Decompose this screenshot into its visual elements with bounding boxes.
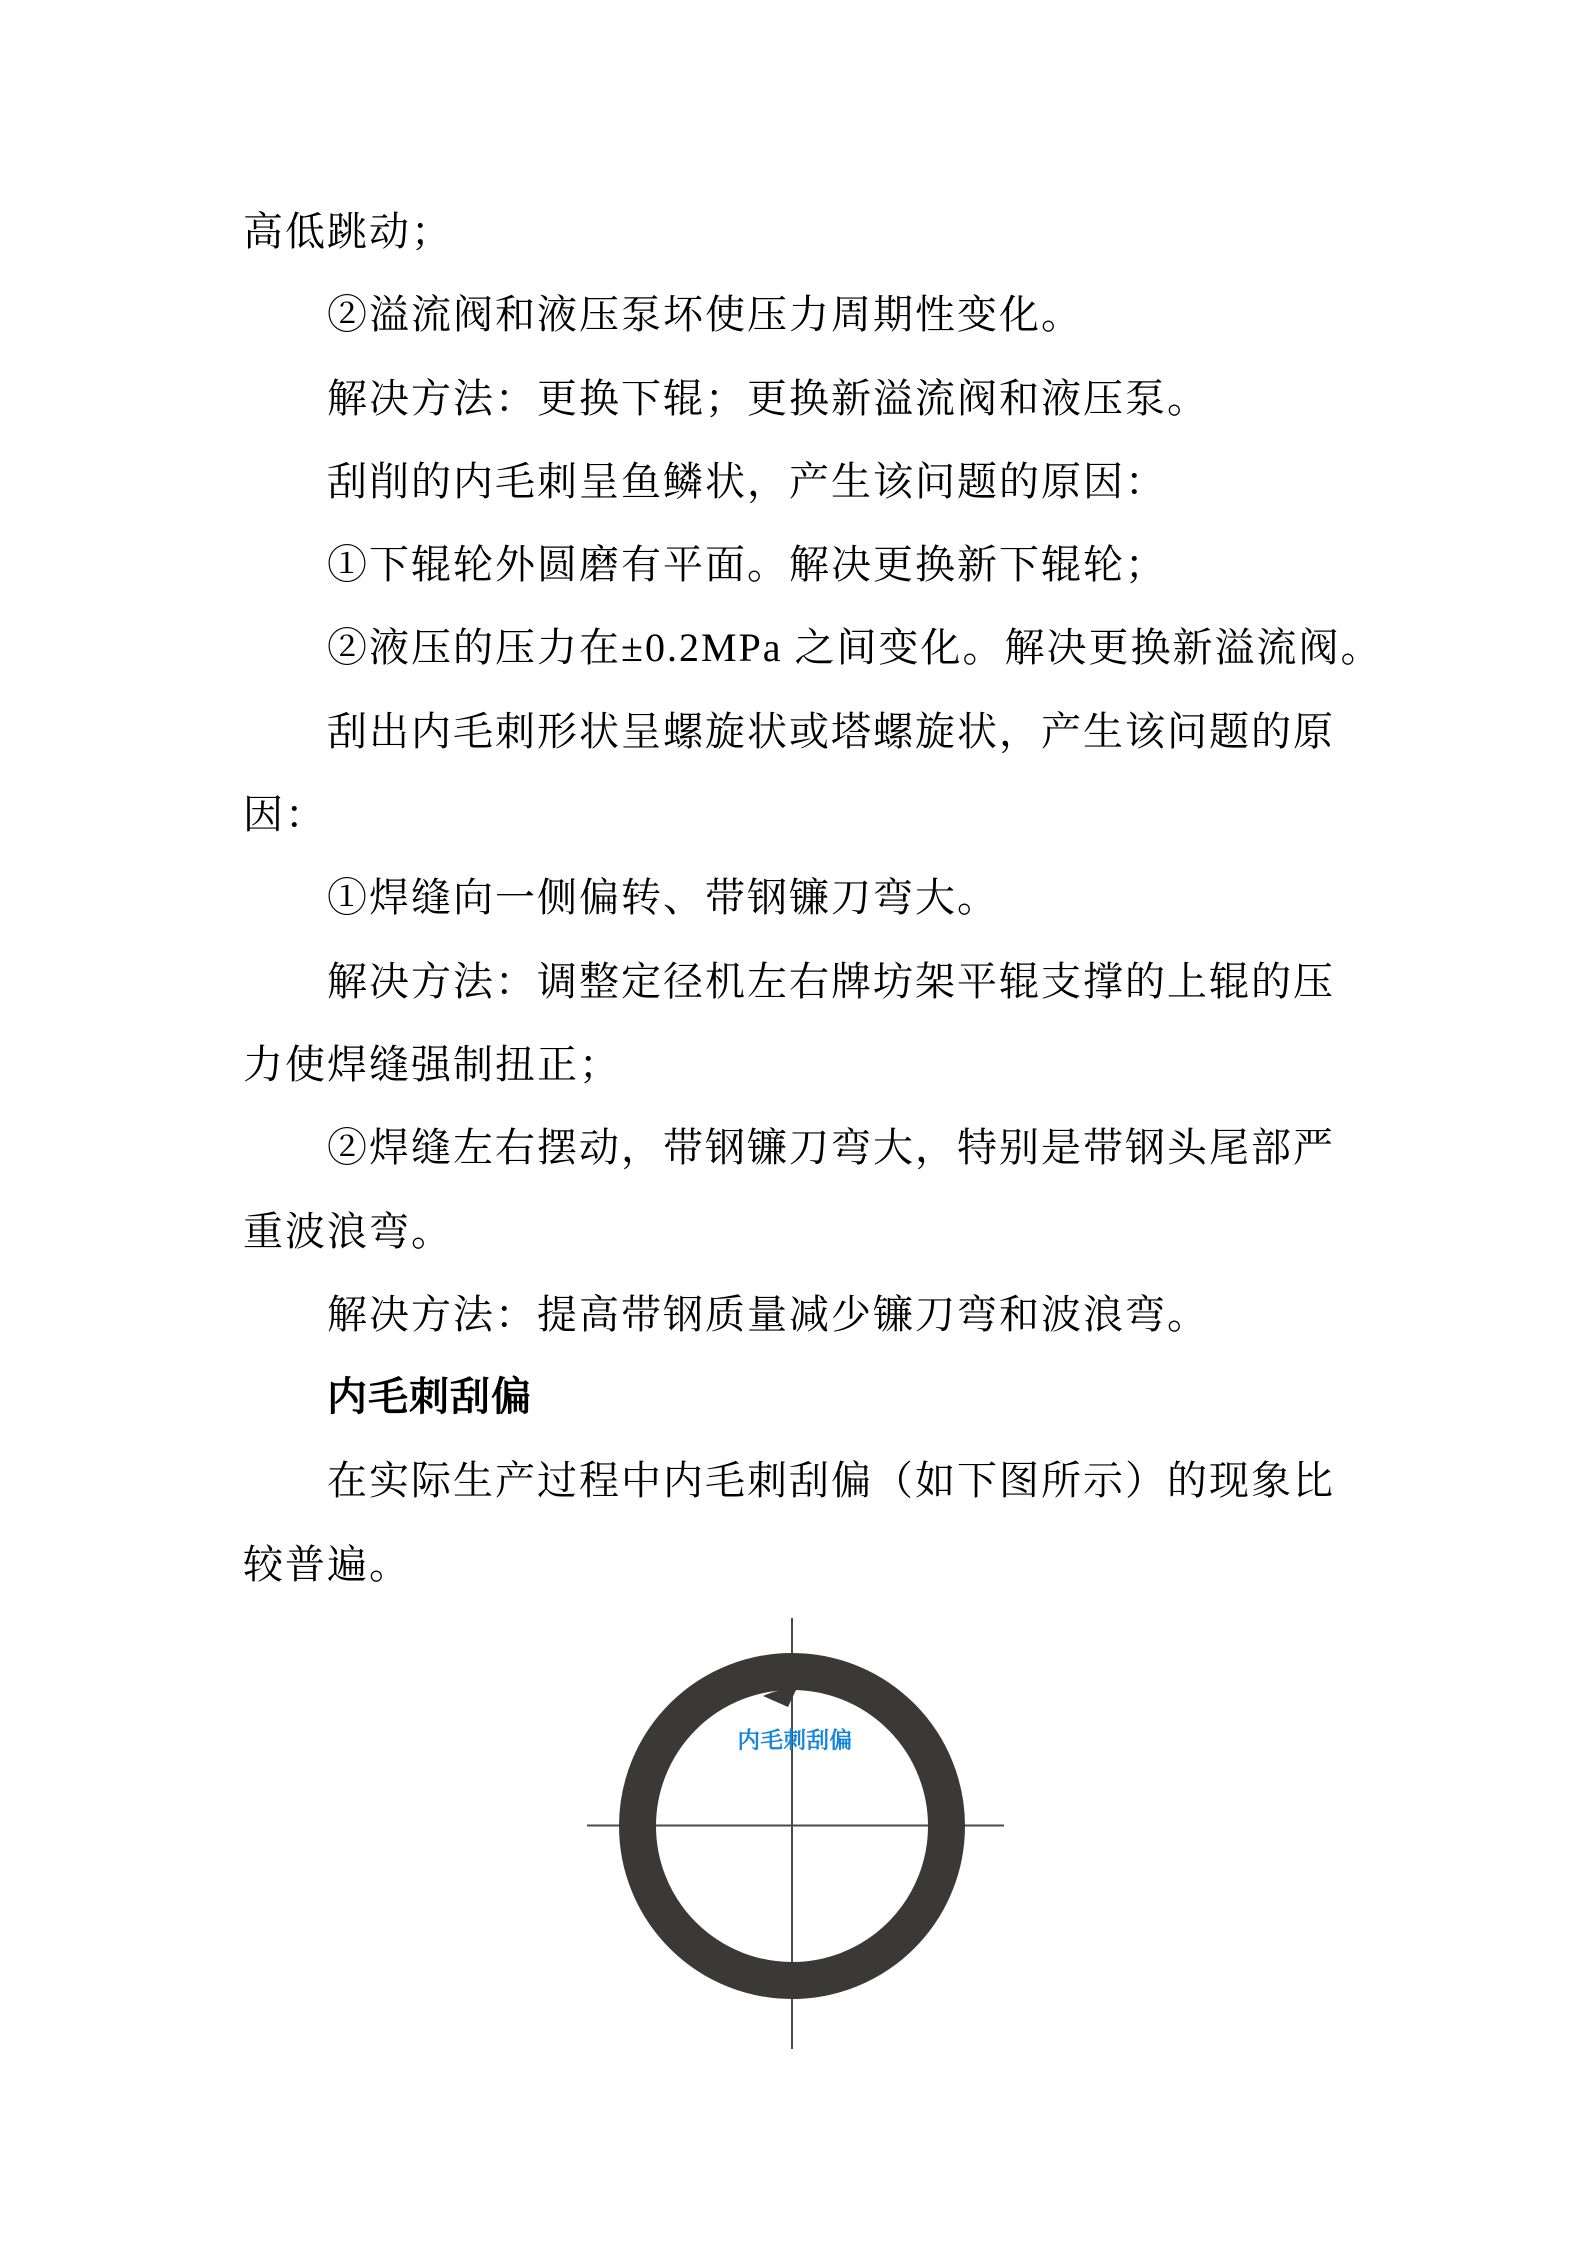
body-line: 刮削的内毛刺呈鱼鳞状，产生该问题的原因： (327, 458, 1167, 504)
pipe-cross-section-figure (560, 1600, 1030, 2060)
section-heading: 内毛刺刮偏 (327, 1375, 532, 1420)
body-line: 因： (243, 792, 327, 838)
body-line: 重波浪弯。 (243, 1208, 453, 1254)
body-line: ②溢流阀和液压泵坏使压力周期性变化。 (327, 292, 1083, 338)
figure-label: 内毛刺刮偏 (737, 1728, 853, 1753)
body-line: 较普遍。 (243, 1541, 411, 1587)
body-line: 解决方法：更换下辊；更换新溢流阀和液压泵。 (327, 375, 1209, 421)
body-text (243, 190, 1383, 1606)
body-line: 解决方法：提高带钢质量减少镰刀弯和波浪弯。 (327, 1291, 1209, 1337)
body-line: ①焊缝向一侧偏转、带钢镰刀弯大。 (327, 875, 999, 921)
body-line: 力使焊缝强制扭正； (243, 1041, 621, 1087)
body-line: ①下辊轮外圆磨有平面。解决更换新下辊轮； (327, 542, 1167, 588)
body-line: ②焊缝左右摆动，带钢镰刀弯大，特别是带钢头尾部严 (327, 1125, 1335, 1171)
body-line: ②液压的压力在±0.2MPa 之间变化。解决更换新溢流阀。 (327, 625, 1383, 671)
body-line: 在实际生产过程中内毛刺刮偏（如下图所示）的现象比 (327, 1458, 1335, 1504)
body-line: 解决方法：调整定径机左右牌坊架平辊支撑的上辊的压 (327, 958, 1335, 1004)
body-line: 高低跳动； (243, 209, 453, 254)
body-line: 刮出内毛刺形状呈螺旋状或塔螺旋状，产生该问题的原 (327, 708, 1335, 754)
